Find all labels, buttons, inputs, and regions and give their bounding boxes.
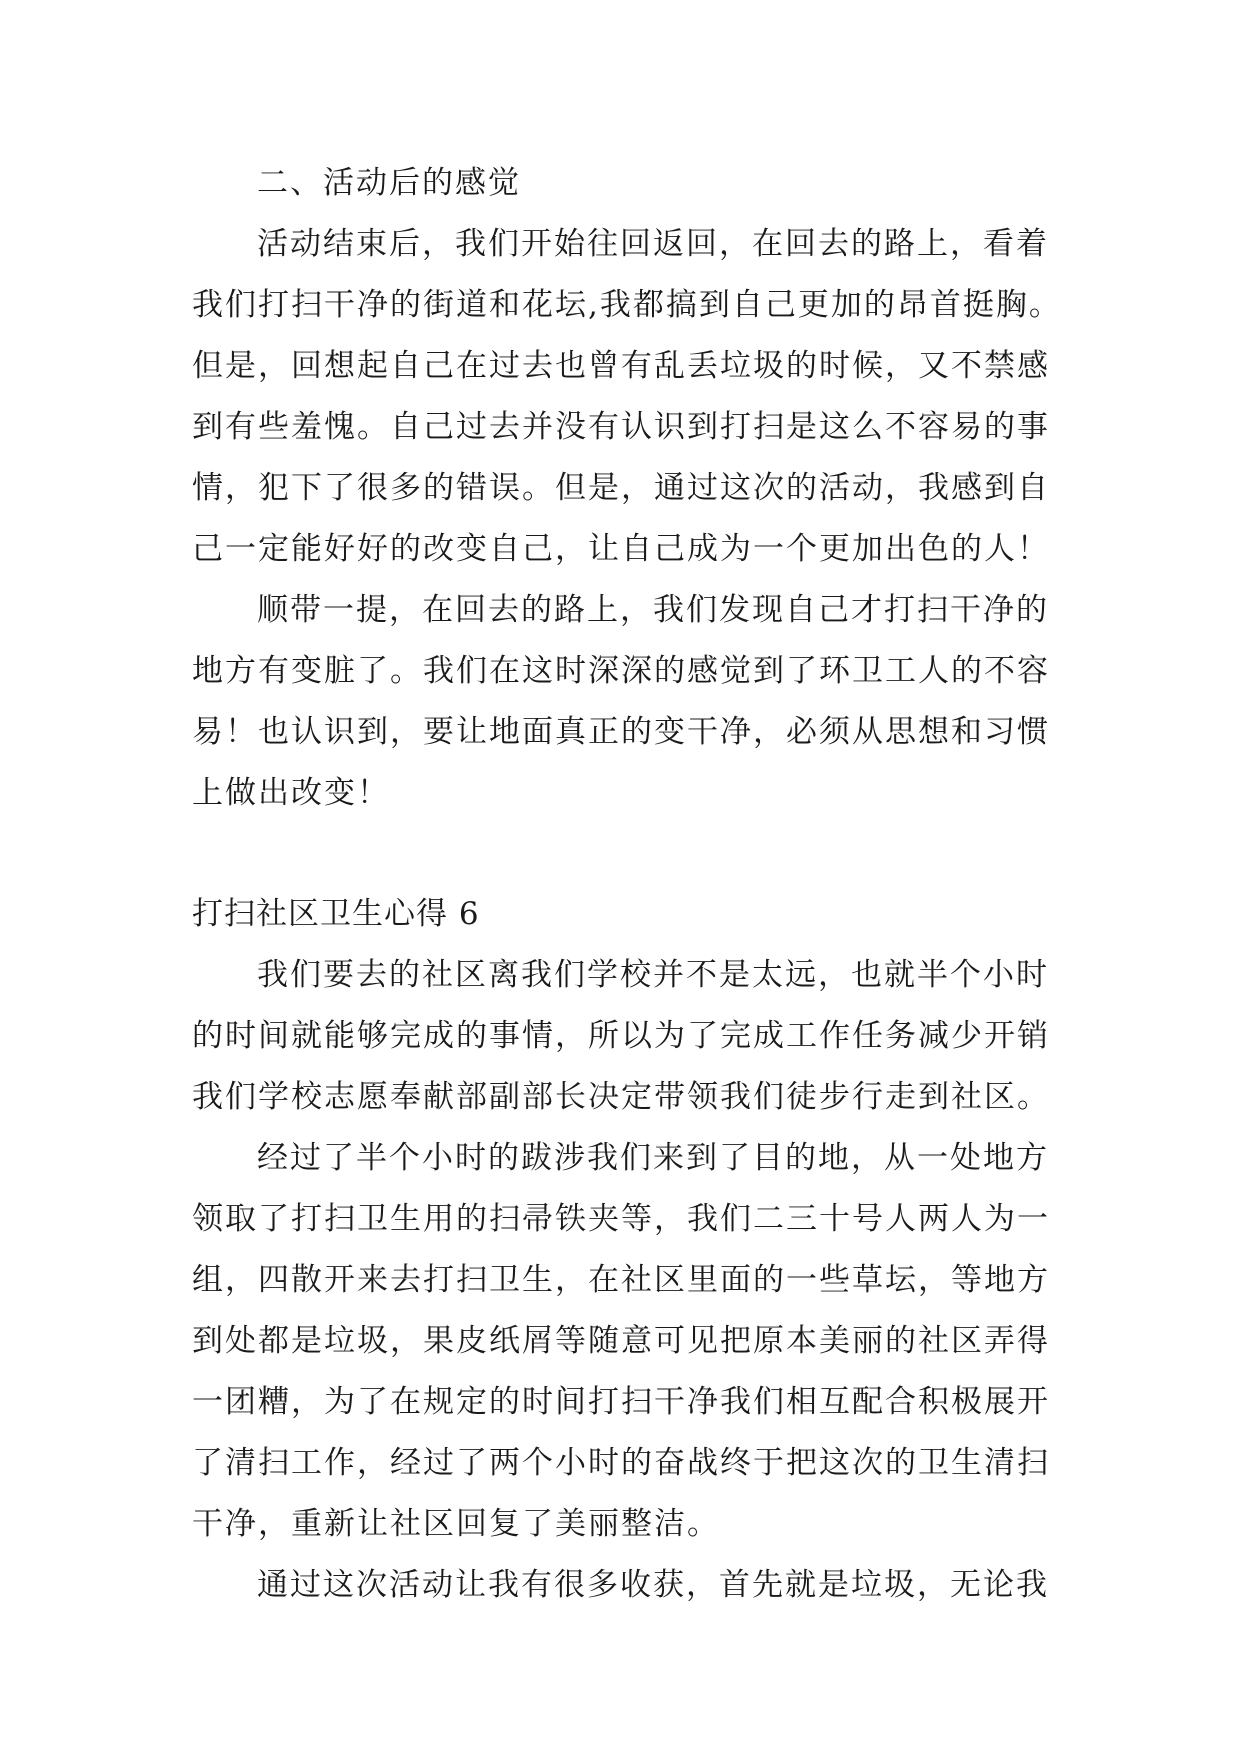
paragraph-line: 的时间就能够完成的事情，所以为了完成工作任务减少开销 (192, 1018, 1050, 1054)
paragraph-line: 己一定能好好的改变自己，让自己成为一个更加出色的人！ (192, 531, 1050, 567)
paragraph-line: 了清扫工作，经过了两个小时的奋战终于把这次的卫生清扫 (192, 1445, 1050, 1481)
paragraph-line: 一团糟，为了在规定的时间打扫干净我们相互配合积极展开 (192, 1384, 1050, 1420)
paragraph-line: 情，犯下了很多的错误。但是，通过这次的活动，我感到自 (192, 470, 1050, 506)
paragraph-line: 领取了打扫卫生用的扫帚铁夹等，我们二三十号人两人为一 (192, 1201, 1050, 1237)
paragraph-line: 到有些羞愧。自己过去并没有认识到打扫是这么不容易的事 (192, 409, 1050, 445)
paragraph-line: 顺带一提，在回去的路上，我们发现自己才打扫干净的 (257, 592, 1049, 628)
paragraph-line: 经过了半个小时的跋涉我们来到了目的地，从一处地方 (257, 1140, 1049, 1176)
paragraph-line: 到处都是垃圾，果皮纸屑等随意可见把原本美丽的社区弄得 (192, 1323, 1050, 1359)
paragraph-line: 我们打扫干净的街道和花坛,我都搞到自己更加的昂首挺胸。 (192, 287, 1062, 323)
paragraph-line: 干净，重新让社区回复了美丽整洁。 (192, 1506, 720, 1542)
paragraph-line: 我们要去的社区离我们学校并不是太远，也就半个小时 (257, 957, 1049, 993)
paragraph-line: 我们学校志愿奉献部副部长决定带领我们徒步行走到社区。 (192, 1079, 1050, 1115)
paragraph-line: 但是，回想起自己在过去也曾有乱丢垃圾的时候，又不禁感 (192, 348, 1050, 384)
paragraph-line: 地方有变脏了。我们在这时深深的感觉到了环卫工人的不容 (192, 653, 1050, 689)
section-heading: 二、活动后的感觉 (257, 165, 521, 201)
paragraph-line: 通过这次活动让我有很多收获，首先就是垃圾，无论我 (257, 1567, 1049, 1603)
paragraph-line: 活动结束后，我们开始往回返回，在回去的路上，看着 (257, 226, 1049, 262)
paragraph-line: 组，四散开来去打扫卫生，在社区里面的一些草坛，等地方 (192, 1262, 1050, 1298)
paragraph-line: 易！也认识到，要让地面真正的变干净，必须从思想和习惯 (192, 714, 1050, 750)
paragraph-line: 上做出改变！ (192, 775, 390, 811)
section-title: 打扫社区卫生心得 6 (192, 896, 480, 932)
